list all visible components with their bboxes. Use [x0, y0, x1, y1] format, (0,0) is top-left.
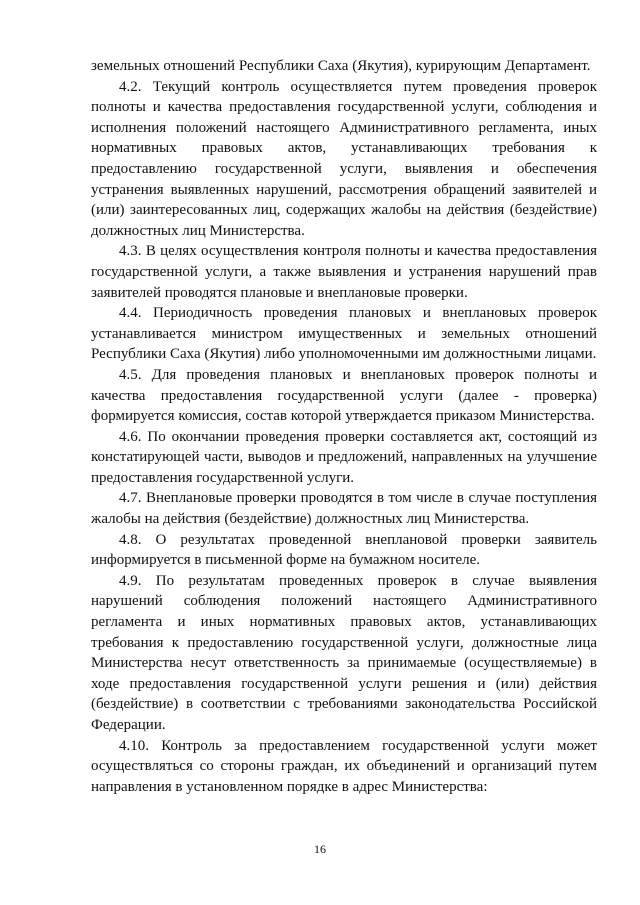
paragraph-4-8: 4.8. О результатах проведенной внеплановой проверки заявитель информируется в письменной форме на бумажном носителе.	[91, 531, 597, 569]
paragraph-4-10: 4.10. Контроль за предоставлением государственной услуги может осуществляться со стороны граждан, их объединений и организаций путем направления в установленном порядке в адрес Министерства:	[91, 737, 597, 795]
paragraph-4-2: 4.2. Текущий контроль осуществляется путем проведения проверок полноты и качества предоставления государственной услуги, соблюдения и исполнения положений настоящего Административного регламента, иных нормативных правовых актов, устанавливающих требования к предоставлению государственной услуги, выявления и обеспечения устранения выявленных нарушений, рассмотрения обращений заявителей и (или) заинтересованных лиц, содержащих жалобы на действия (бездействие) должностных лиц Министерства.	[91, 78, 597, 239]
paragraph-continuation: земельных отношений Республики Саха (Якутия), курирующим Департамент.	[91, 58, 591, 74]
paragraph-4-3: 4.3. В целях осуществления контроля полноты и качества предоставления государственной услуги, а также выявления и устранения нарушений прав заявителей проводятся плановые и внеплановые проверки.	[91, 243, 597, 301]
document-body	[91, 56, 597, 797]
paragraph-4-9: 4.9. По результатам проведенных проверок в случае выявления нарушений соблюдения положений настоящего Административного регламента и иных нормативных правовых актов, устанавливающих требования к предоставлению государственной услуги, должностные лица Министерства несут ответственность за принимаемые (осуществляемые) в ходе предоставления государственной услуги решения и (или) действия (бездействие) в соответствии с требованиями законодательства Российской Федерации.	[91, 572, 597, 733]
paragraph-4-4: 4.4. Периодичность проведения плановых и внеплановых проверок устанавливается министром имущественных и земельных отношений Республики Саха (Якутия) либо уполномоченными им должностными лицами.	[91, 305, 597, 363]
paragraph-4-6: 4.6. По окончании проведения проверки составляется акт, состоящий из констатирующей части, выводов и предложений, направленных на улучшение предоставления государственной услуги.	[91, 428, 597, 486]
paragraph-4-5: 4.5. Для проведения плановых и внеплановых проверок полноты и качества предоставления государственной услуги (далее - проверка) формируется комиссия, состав которой утверждается приказом Министерства.	[91, 366, 597, 425]
paragraph-4-7: 4.7. Внеплановые проверки проводятся в том числе в случае поступления жалобы на действия (бездействие) должностных лиц Министерства.	[91, 490, 597, 528]
page-number: 16	[314, 842, 326, 856]
